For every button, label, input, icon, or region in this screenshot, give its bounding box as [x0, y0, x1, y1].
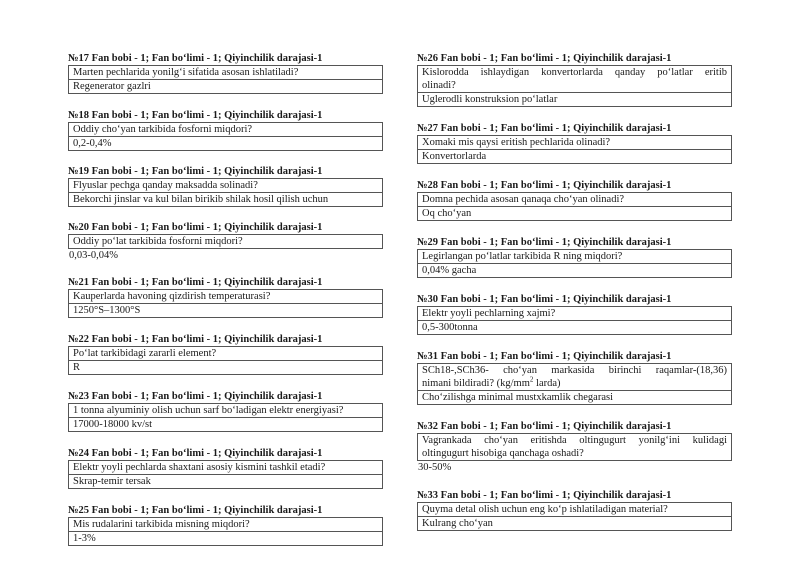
question-32	[417, 420, 732, 474]
question-20	[68, 221, 383, 262]
question-text: 1 tonna alyuminiy olish uchun sarf bo‘ladigan elektr energiyasi?	[69, 404, 382, 418]
question-line: olinadi?	[422, 80, 456, 91]
question-17	[68, 52, 383, 94]
question-text: Po‘lat tarkibidagi zararli element?	[69, 347, 382, 361]
question-box	[417, 135, 732, 164]
question-box	[417, 363, 732, 405]
answer-text: Bekorchi jinslar va kul bilan birikib shilak hosil qilish uchun	[69, 193, 382, 207]
question-text: Marten pechlarida yonilg‘i sifatida asosan ishlatiladi?	[69, 66, 382, 80]
question-text: Oddiy cho‘yan tarkibida fosforni miqdori?	[69, 123, 382, 137]
question-box	[68, 234, 383, 249]
question-box	[417, 249, 732, 278]
question-22	[68, 333, 383, 375]
question-box	[68, 122, 383, 151]
question-title: №18 Fan bobi - 1; Fan bo‘limi - 1; Qiyinchilik darajasi-1	[68, 110, 323, 121]
question-text: Mis rudalarini tarkibida misning miqdori?	[69, 518, 382, 532]
question-box	[417, 192, 732, 221]
question-text	[418, 364, 731, 391]
question-text	[418, 434, 731, 461]
question-23	[68, 390, 383, 432]
question-text: Elektr yoyli pechlarning xajmi?	[418, 307, 731, 321]
question-title: №22 Fan bobi - 1; Fan bo‘limi - 1; Qiyinchilik darajasi-1	[68, 334, 323, 345]
question-title: №19 Fan bobi - 1; Fan bo‘limi - 1; Qiyinchilik darajasi-1	[68, 166, 323, 177]
question-26	[417, 52, 732, 107]
question-box	[417, 306, 732, 335]
question-text: Kauperlarda havoning qizdirish temperaturasi?	[69, 290, 382, 304]
question-21	[68, 276, 383, 318]
question-box	[68, 403, 383, 432]
question-text: Oddiy po‘lat tarkibida fosforni miqdori?	[69, 235, 382, 249]
question-line-part: nimani bildiradi? (kg/mm	[422, 378, 530, 389]
question-title: №33 Fan bobi - 1; Fan bo‘limi - 1; Qiyinchilik darajasi-1	[417, 490, 672, 501]
question-box	[417, 65, 732, 107]
question-title: №29 Fan bobi - 1; Fan bo‘limi - 1; Qiyinchilik darajasi-1	[417, 237, 672, 248]
question-title: №28 Fan bobi - 1; Fan bo‘limi - 1; Qiyinchilik darajasi-1	[417, 180, 672, 191]
question-33	[417, 489, 732, 531]
question-line: SCh18-,SCh36- cho‘yan markasida birinchi raqamlar-(18,36)	[422, 365, 727, 376]
question-text	[418, 66, 731, 93]
question-title: №20 Fan bobi - 1; Fan bo‘limi - 1; Qiyinchilik darajasi-1	[68, 222, 323, 233]
question-line: Vagrankada cho‘yan eritishda oltingugurt yonilg‘ini kulidagi	[422, 435, 727, 446]
question-title: №17 Fan bobi - 1; Fan bo‘limi - 1; Qiyinchilik darajasi-1	[68, 53, 323, 64]
answer-text: 0,5-300tonna	[418, 321, 731, 335]
question-title: №32 Fan bobi - 1; Fan bo‘limi - 1; Qiyinchilik darajasi-1	[417, 421, 672, 432]
question-box	[68, 460, 383, 489]
question-text: Elektr yoyli pechlarda shaxtani asosiy kismini tashkil etadi?	[69, 461, 382, 475]
question-24	[68, 447, 383, 489]
answer-text: Cho‘zilishga minimal mustxkamlik chegarasi	[418, 391, 731, 405]
answer-text: 0,03-0,04%	[69, 250, 118, 261]
question-title: №31 Fan bobi - 1; Fan bo‘limi - 1; Qiyinchilik darajasi-1	[417, 351, 672, 362]
question-title: №24 Fan bobi - 1; Fan bo‘limi - 1; Qiyinchilik darajasi-1	[68, 448, 323, 459]
question-title: №25 Fan bobi - 1; Fan bo‘limi - 1; Qiyinchilik darajasi-1	[68, 505, 323, 516]
question-title: №21 Fan bobi - 1; Fan bo‘limi - 1; Qiyinchilik darajasi-1	[68, 277, 323, 288]
answer-text: Regenerator gazlri	[69, 80, 382, 94]
answer-text: Kulrang cho‘yan	[418, 517, 731, 531]
question-box	[68, 517, 383, 546]
question-box	[68, 346, 383, 375]
left-column	[68, 52, 383, 546]
question-box	[417, 433, 732, 461]
question-text: Quyma detal olish uchun eng ko‘p ishlatiladigan material?	[418, 503, 731, 517]
answer-text: Uglerodli konstruksion po‘latlar	[418, 93, 731, 107]
question-28	[417, 179, 732, 221]
question-title: №26 Fan bobi - 1; Fan bo‘limi - 1; Qiyinchilik darajasi-1	[417, 53, 672, 64]
question-text: Xomaki mis qaysi eritish pechlarida olinadi?	[418, 136, 731, 150]
question-27	[417, 122, 732, 164]
question-title: №27 Fan bobi - 1; Fan bo‘limi - 1; Qiyinchilik darajasi-1	[417, 123, 672, 134]
answer-text: 30-50%	[418, 462, 452, 473]
answer-text: 0,04% gacha	[418, 264, 731, 278]
question-title: №30 Fan bobi - 1; Fan bo‘limi - 1; Qiyinchilik darajasi-1	[417, 294, 672, 305]
question-line-part: larda)	[533, 378, 561, 389]
answer-text: Oq cho‘yan	[418, 207, 731, 221]
answer-text: 1250°S–1300°S	[69, 304, 382, 318]
question-text: Flyuslar pechga qanday maksadda solinadi?	[69, 179, 382, 193]
question-text: Domna pechida asosan qanaqa cho‘yan olinadi?	[418, 193, 731, 207]
question-box	[417, 502, 732, 531]
question-title: №23 Fan bobi - 1; Fan bo‘limi - 1; Qiyinchilik darajasi-1	[68, 391, 323, 402]
question-30	[417, 293, 732, 335]
right-column	[417, 52, 732, 531]
answer-text: Skrap-temir tersak	[69, 475, 382, 489]
answer-text: 0,2-0,4%	[69, 137, 382, 151]
question-text: Legirlangan po‘latlar tarkibida R ning miqdori?	[418, 250, 731, 264]
question-25	[68, 504, 383, 546]
superscript: 2	[529, 375, 534, 384]
answer-text: 17000-18000 kv/st	[69, 418, 382, 432]
question-line: oltingugurt hisobiga qanchaga oshadi?	[422, 448, 584, 459]
answer-text: Konvertorlarda	[418, 150, 731, 164]
question-19	[68, 165, 383, 207]
question-18	[68, 109, 383, 151]
question-box	[68, 178, 383, 207]
question-box	[68, 65, 383, 94]
question-line: Kislorodda ishlaydigan konvertorlarda qanday po‘latlar eritib	[422, 67, 727, 78]
question-line	[422, 377, 727, 390]
answer-text: 1-3%	[69, 532, 382, 546]
question-29	[417, 236, 732, 278]
question-box	[68, 289, 383, 318]
answer-text: R	[69, 361, 382, 375]
question-31	[417, 350, 732, 405]
